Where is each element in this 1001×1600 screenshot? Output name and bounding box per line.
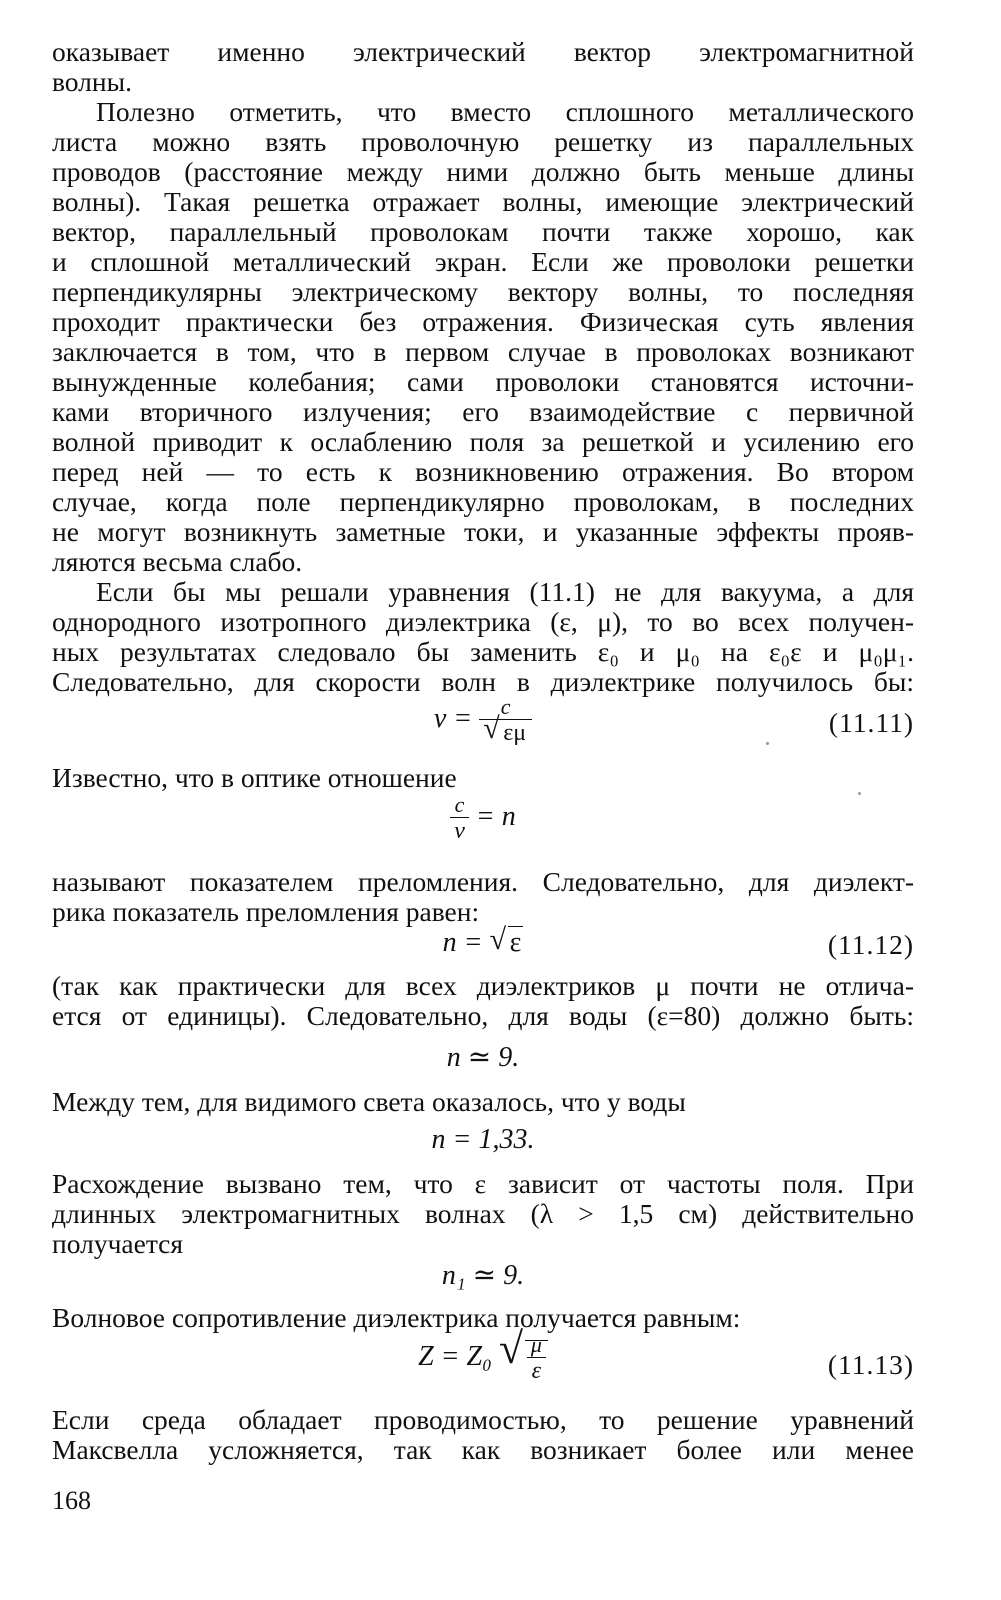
- text-line: (так как практически для всех диэлектриков μ почти не отлича-: [52, 970, 914, 1001]
- fraction: [479, 695, 532, 746]
- text-line: Расхождение вызвано тем, что ε зависит от частоты поля. При: [52, 1168, 914, 1199]
- text-line: волной приводит к ослаблению поля за решеткой и усилению его: [52, 426, 914, 457]
- text-line: ляются весьма слабо.: [52, 546, 303, 577]
- text-line: Если среда обладает проводимостью, то решение уравнений: [52, 1404, 914, 1435]
- fraction: [450, 793, 469, 844]
- fraction-denominator: [479, 712, 532, 746]
- text-line: заключается в том, что в первом случае в проволоках возникают: [52, 336, 914, 367]
- equation-c-over-v: [52, 793, 914, 853]
- equation-lhs: v =: [433, 702, 473, 734]
- text-line: Известно, что в оптике отношение: [52, 762, 457, 793]
- scan-speck: [766, 742, 769, 745]
- square-root: √ εμ: [483, 712, 527, 746]
- radicand: ε: [509, 927, 522, 958]
- equation-11-11: [52, 695, 914, 755]
- text-line: длинных электромагнитных волнах (λ > 1,5 см) действительно: [52, 1198, 914, 1229]
- text-line: вынужденные колебания; сами проволоки становятся источни-: [52, 366, 914, 397]
- text-line: волны). Такая решетка отражает волны, имеющие электрический: [52, 186, 914, 217]
- text-line: случае, когда поле перпендикулярно проволокам, в последних: [52, 486, 914, 517]
- equation-lhs: Z = Z₀: [418, 1340, 492, 1372]
- text-line: называют показателем преломления. Следовательно, для диэлект-: [52, 866, 914, 897]
- equation-rhs: = n: [475, 800, 516, 832]
- text-line: Если бы мы решали уравнения (11.1) не для вакуума, а для: [96, 576, 914, 607]
- equation-11-13: [52, 1324, 914, 1393]
- fraction-numerator: c: [500, 694, 511, 719]
- fraction: [527, 1333, 546, 1384]
- fraction-denominator: ε: [527, 1357, 546, 1384]
- text-line: ных результатах следовало бы заменить ε₀ и μ₀ на ε₀ε и μ₀μ₁.: [52, 636, 914, 667]
- text-line: и сплошной металлический экран. Если же проволоки решетки: [52, 246, 914, 277]
- fraction-numerator: c: [454, 792, 465, 817]
- text-line: Следовательно, для скорости волн в диэлектрике получилось бы:: [52, 666, 914, 697]
- text-line: оказывает именно электрический вектор электромагнитной: [52, 36, 914, 67]
- text-line: ется от единицы). Следовательно, для воды (ε=80) должно быть:: [52, 1000, 914, 1031]
- text-line: проводов (расстояние между ними должно быть меньше длины: [52, 156, 914, 187]
- text-line: перпендикулярны электрическому вектору волны, то последняя: [52, 276, 914, 307]
- equation-text: n₁ ≃ 9.: [441, 1260, 525, 1291]
- text-line: Максвелла усложняется, так как возникает более или менее: [52, 1434, 914, 1465]
- document-page: [52, 0, 914, 1600]
- fraction-denominator: v: [450, 817, 469, 844]
- square-root: √ $\frac{\mu}{\varepsilon}$: [499, 1333, 548, 1384]
- text-line: ками вторичного излучения; его взаимодействие с первичной: [52, 396, 914, 427]
- square-root: √ ε: [489, 923, 522, 958]
- text-line: рика показатель преломления равен:: [52, 896, 480, 927]
- equation-number: (11.12): [827, 929, 914, 960]
- equation-number: (11.13): [827, 1349, 914, 1380]
- equation-lhs: n =: [442, 927, 483, 958]
- text-line: вектор, параллельный проволокам почти также хорошо, как: [52, 216, 914, 247]
- text-line: Полезно отметить, что вместо сплошного металлического: [96, 96, 914, 127]
- text-line: Между тем, для видимого света оказалось, что у воды: [52, 1086, 686, 1117]
- text-line: перед ней — то есть к возникновению отражения. Во втором: [52, 456, 914, 487]
- text-line: листа можно взять проволочную решетку из параллельных: [52, 126, 914, 157]
- radicand: εμ: [503, 720, 527, 746]
- equation-text: n = 1,33.: [431, 1124, 535, 1155]
- text-line: однородного изотропного диэлектрика (ε, μ), то во всех получен-: [52, 606, 914, 637]
- text-line: волны.: [52, 66, 132, 97]
- scan-speck: [858, 792, 861, 795]
- text-line: не могут возникнуть заметные токи, и указанные эффекты прояв-: [52, 516, 914, 547]
- text-line: получается: [52, 1228, 184, 1259]
- equation-text: n ≃ 9.: [446, 1042, 520, 1073]
- equation-number: (11.11): [828, 707, 914, 738]
- fraction-numerator: μ: [530, 1332, 542, 1357]
- text-line: проходит практически без отражения. Физическая суть явления: [52, 306, 914, 337]
- radicand: [525, 1332, 548, 1384]
- page-number: 168: [52, 1486, 91, 1515]
- text-line: Волновое сопротивление диэлектрика получается равным:: [52, 1302, 741, 1333]
